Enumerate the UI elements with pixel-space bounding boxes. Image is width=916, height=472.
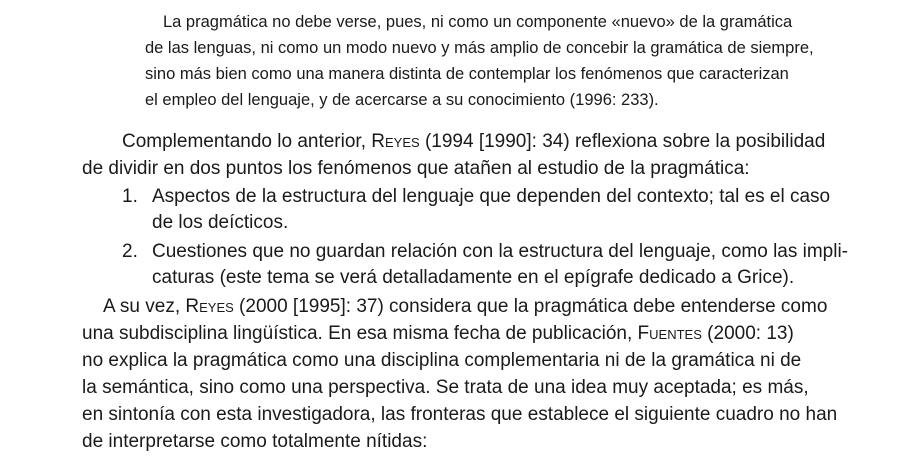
para1-text: Complementando lo anterior, — [122, 131, 372, 152]
quote-line-4: el empleo del lenguaje, y de acercarse a su conocimiento (1996: 233). — [145, 91, 659, 109]
para2-text: (2000 [1995]: 37) considera que la pragmática debe entenderse como — [233, 296, 828, 317]
quote-line-2: de las lenguas, ni como un modo nuevo y más amplio de concebir la gramática de siempre, — [145, 39, 814, 57]
list-number: 2. — [122, 241, 138, 262]
author-reyes: Reyes — [371, 131, 420, 152]
author-fuentes: Fuentes — [637, 323, 702, 344]
list-item-line: de los deícticos. — [152, 212, 289, 233]
list-item-line: Aspectos de la estructura del lenguaje que dependen del contexto; tal es el caso — [152, 186, 831, 207]
para2-line-2 — [82, 320, 794, 348]
para2-text: una subdisciplina lingüística. En esa misma fecha de publicación, — [82, 323, 638, 344]
para2-text: A su vez, — [103, 296, 186, 317]
quote-line-1: La pragmática no debe verse, pues, ni como un componente «nuevo» de la gramática — [163, 13, 793, 31]
para1-line-2: de dividir en dos puntos los fenómenos que atañen al estudio de la pragmática: — [82, 158, 750, 179]
para2-line-3: no explica la pragmática como una disciplina complementaria ni de la gramática ni de — [82, 350, 802, 371]
para2-text: (2000: 13) — [701, 323, 794, 344]
list-number: 1. — [122, 186, 138, 207]
para1-line-1 — [122, 128, 825, 156]
author-reyes: Reyes — [185, 296, 234, 317]
quote-line-3: sino más bien como una manera distinta de contemplar los fenómenos que caracterizan — [145, 65, 789, 83]
para1-text: (1994 [1990]: 34) reflexiona sobre la posibilidad — [419, 131, 826, 152]
list-item-line: Cuestiones que no guardan relación con la estructura del lenguaje, como las impli- — [152, 241, 849, 262]
para2-line-6: de interpretarse como totalmente nítidas: — [82, 431, 428, 452]
list-item-line: caturas (este tema se verá detalladamente en el epígrafe dedicado a Grice). — [152, 267, 795, 288]
para2-line-1 — [103, 293, 827, 321]
para2-line-4: la semántica, sino como una perspectiva. Se trata de una idea muy aceptada; es más, — [82, 377, 809, 398]
para2-line-5: en sintonía con esta investigadora, las fronteras que establece el siguiente cuadro no han — [82, 404, 838, 425]
